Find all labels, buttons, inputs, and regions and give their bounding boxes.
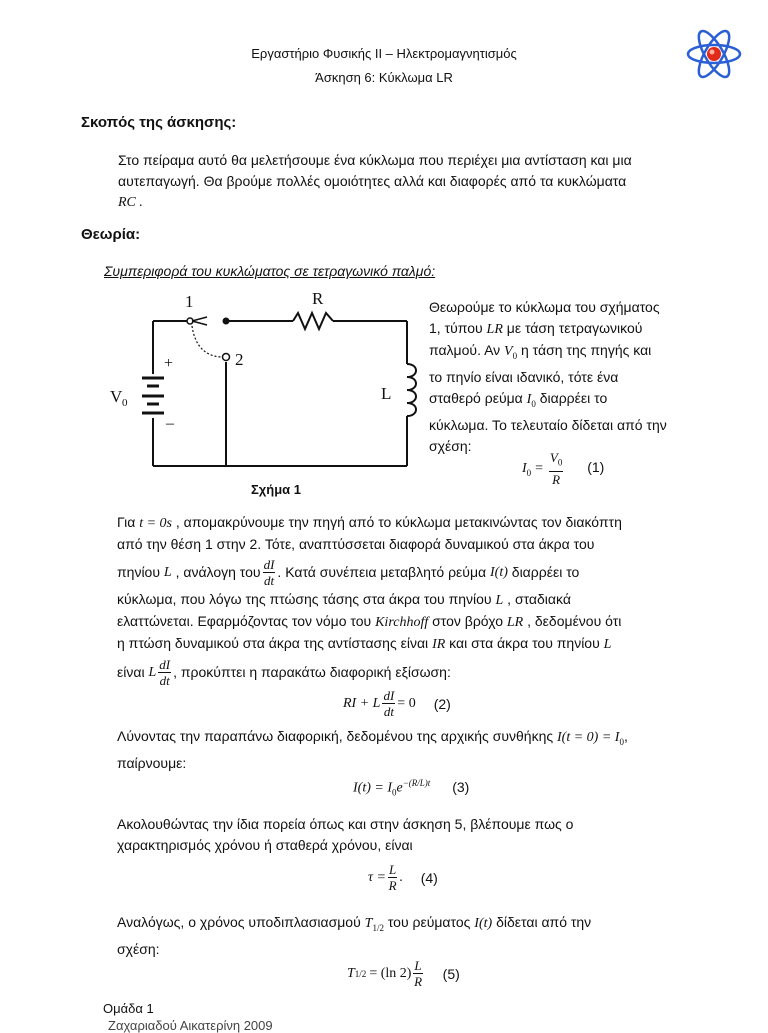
equation-2: RI + L $\frac{dI}{dt}$ = 0 (2): [343, 688, 451, 719]
footer-cut-line: Ζαχαριαδού Αικατερίνη 2009: [108, 1018, 273, 1033]
paragraph-2: Λύνοντας την παραπάνω διαφορική, δεδομένου της αρχικής συνθήκης $I(t = 0) = I_0$, παίρνουμε:: [117, 728, 628, 771]
paragraph-3: Ακολουθώντας την ίδια πορεία όπως και στην άσκηση 5, βλέπουμε πως ο χαρακτηρισμός χρόνου ή σταθερά χρόνου, είναι: [117, 816, 574, 853]
switch-label-2: 2: [235, 350, 244, 369]
minus-sign: –: [166, 415, 174, 432]
footer-group: Ομάδα 1: [103, 1001, 154, 1016]
theory-subtitle: Συμπεριφορά του κυκλώματος σε τετραγωνικό παλμό:: [104, 263, 436, 279]
purpose-title: Σκοπός της άσκησης:: [81, 114, 237, 131]
atom-logo-icon: [684, 28, 744, 80]
switch-label-1: 1: [185, 292, 194, 311]
paragraph-4: Αναλόγως, ο χρόνος υποδιπλασιασμού $T_{1/2}$ του ρεύματος I(t) δίδεται από την σχέση:: [117, 914, 592, 957]
circuit-diagram: [100, 286, 420, 486]
equation-3: $I(t) = I_0e^{-(R/L)t}$ (3): [353, 778, 470, 798]
inductor-label: L: [381, 384, 392, 403]
equation-4: τ = $\frac{L}{R}$ . (4): [368, 862, 438, 893]
plus-sign: +: [164, 355, 174, 372]
theory-title: Θεωρία:: [81, 226, 141, 243]
figure-caption: Σχήμα 1: [251, 482, 302, 497]
source-label-sub: 0: [122, 397, 128, 409]
purpose-text: Στο πείραμα αυτό θα μελετήσουμε ένα κύκλωμα που περιέχει μια αντίσταση και μια αυτεπαγωγή. Θα βρούμε πολλές ομοιότητες αλλά και διαφορές από τα κυκλώματα RC .: [118, 152, 632, 210]
header-exercise: Άσκηση 6: Κύκλωμα LR: [315, 70, 453, 85]
equation-1: $I_0$ = $\frac{V_0}{R}$ (1): [522, 450, 605, 487]
source-label: V: [110, 387, 123, 406]
side-text: Θεωρούμε το κύκλωμα του σχήματος 1, τύπου LR με τάση τετραγωνικού παλμού. Αν $V_0$ η τάση της πηγής και το πηνίο είναι ιδανικό, τότε ένα σταθερό ρεύμα $I_0$ διαρρέει το κύκλωμα. Το τελευταίο δίδεται από την σχέση:: [429, 299, 667, 454]
header-course: Εργαστήριο Φυσικής ΙΙ – Ηλεκτρομαγνητισμός: [251, 46, 517, 61]
equation-5: T 1/2 = (ln 2) $\frac{L}{R}$ (5): [347, 958, 460, 989]
resistor-label: R: [312, 289, 324, 308]
body-paragraph: Για t = 0s , απομακρύνουμε την πηγή από το κύκλωμα μετακινώντας τον διακόπτη από την θέση 1 στην 2. Τότε, αναπτύσσεται διαφορά δυναμικού στα άκρα του πηνίου L , ανάλογη του $\frac{dI}{dt}$ . Κατά συνέπεια μεταβλητό ρεύμα I(t) διαρρέει το κύκλωμα, που λόγω της πτώσης τάσης στα άκρα του πηνίου L , σταδιακά ελαττώνεται. Εφαρμόζοντας τον νόμο του Kirchhoff στον βρόχο LR , δεδομένου ότι η πτώση δυναμικού στα άκρα της αντίστασης είναι IR και στα άκρα του πηνίου L είναι L $\frac{dI}{dt}$ , προκύπτει η παρακάτω διαφορική εξίσωση:: [117, 514, 622, 688]
